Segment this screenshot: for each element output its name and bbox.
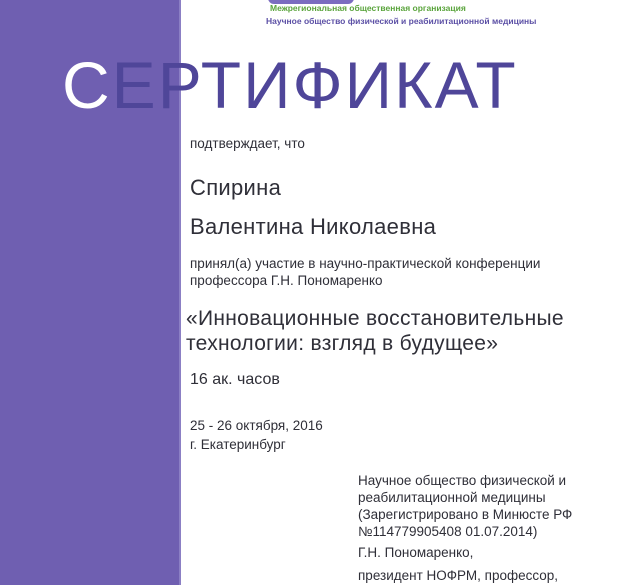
recipient-surname: Спирина bbox=[190, 175, 282, 200]
signatory-name: Г.Н. Пономаренко, bbox=[358, 545, 474, 560]
issuer-line-1: Научное общество физической и bbox=[358, 473, 567, 488]
signatory-position: президент НОФРМ, профессор, bbox=[358, 568, 559, 583]
conference-line-2: технологии: взгляд в будущее» bbox=[186, 332, 499, 355]
issuer-line-4: №114779905408 01.07.2014) bbox=[358, 524, 538, 539]
confirms-text: подтверждает, что bbox=[190, 136, 305, 151]
org-name-text: Научное общество физической и реабилитационной медицины bbox=[266, 16, 537, 26]
organization-logo bbox=[262, 0, 537, 34]
org-type-text: Межрегиональная общественная организация bbox=[270, 3, 466, 13]
issuer-block bbox=[358, 472, 572, 540]
issuer-line-2: реабилитационной медицины bbox=[358, 490, 546, 505]
recipient-given-names: Валентина Николаевна bbox=[190, 214, 437, 239]
title-rest: ЕРТИФИКАТ bbox=[111, 48, 518, 122]
issuer-line-3: (Зарегистрировано в Минюсте РФ bbox=[358, 507, 573, 522]
hours-text: 16 ак. часов bbox=[190, 371, 280, 388]
date-place bbox=[190, 416, 323, 454]
participation-line-1: принял(а) участие в научно-практической конференции bbox=[190, 256, 541, 271]
participation-text bbox=[190, 255, 540, 289]
conference-name bbox=[186, 306, 564, 356]
participation-line-2: профессора Г.Н. Пономаренко bbox=[190, 273, 383, 288]
title-first-letter: С bbox=[62, 48, 112, 122]
certificate-title bbox=[62, 48, 518, 122]
event-city: г. Екатеринбург bbox=[190, 437, 286, 452]
conference-line-1: «Инновационные восстановительные bbox=[186, 307, 564, 330]
event-dates: 25 - 26 октября, 2016 bbox=[190, 418, 323, 433]
